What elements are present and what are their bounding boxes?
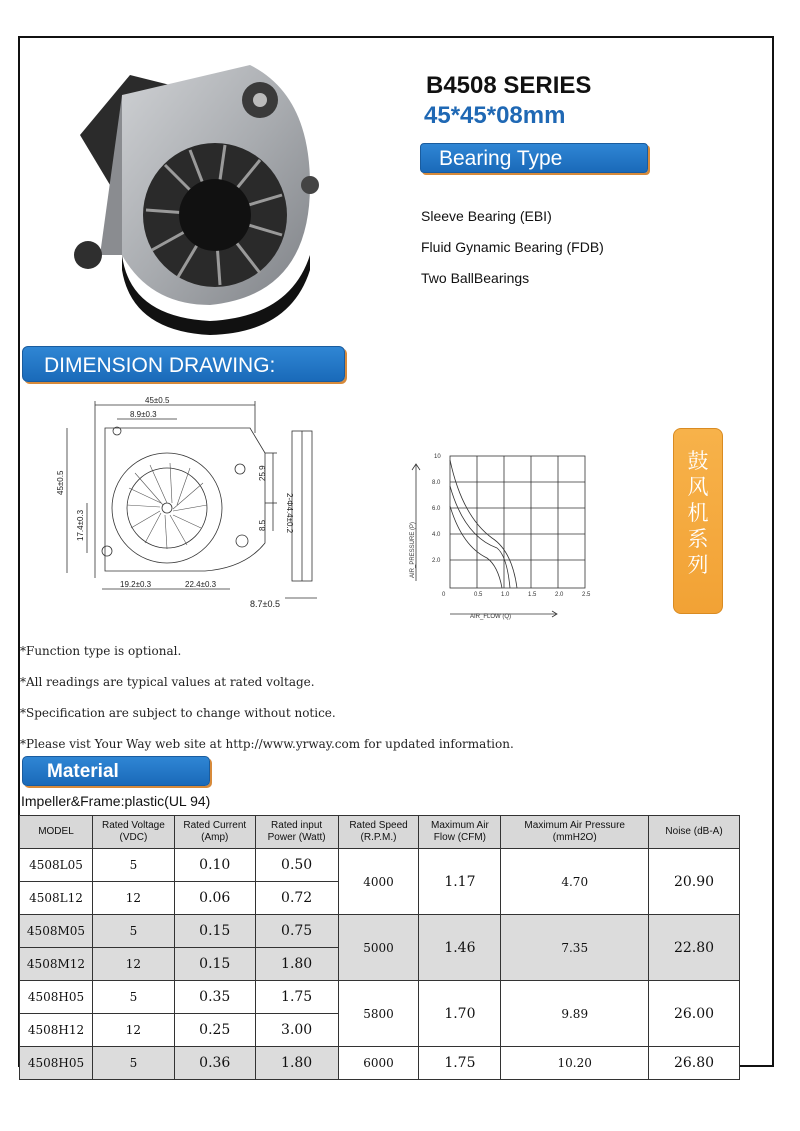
series-chinese-label xyxy=(673,428,723,614)
y-axis-label: AIR_PRESSURE (P) xyxy=(410,521,416,578)
cell-power: 3.00 xyxy=(255,1014,338,1047)
cell-current: 0.25 xyxy=(174,1014,255,1047)
cell-pressure: 4.70 xyxy=(501,849,649,915)
note-item: *Please vist Your Way web site at http://www.yrway.com for updated information. xyxy=(20,737,514,751)
cell-airflow: 1.75 xyxy=(419,1047,501,1080)
fan-product-image xyxy=(60,55,340,340)
y-tick: 10 xyxy=(434,454,441,460)
cell-model: 4508H05 xyxy=(20,1047,93,1080)
dim-width-top: 45±0.5 xyxy=(145,396,170,405)
cell-pressure: 7.35 xyxy=(501,915,649,981)
cell-power: 0.75 xyxy=(255,915,338,948)
table-row xyxy=(20,915,740,948)
cell-current: 0.15 xyxy=(174,948,255,981)
dim-holes: 2-Φ4.4±0.2 xyxy=(285,493,294,534)
material-header: Material xyxy=(22,756,210,786)
note-item: *Function type is optional. xyxy=(20,644,182,658)
cell-speed: 6000 xyxy=(338,1047,419,1080)
dim-thickness: 8.7±0.5 xyxy=(250,599,280,609)
cell-model: 4508H05 xyxy=(20,981,93,1014)
cell-model: 4508M05 xyxy=(20,915,93,948)
dim-outlet: 8.5 xyxy=(258,519,267,531)
dim-bottom-right: 22.4±0.3 xyxy=(185,580,217,589)
col-noise: Noise (dB-A) xyxy=(649,816,740,849)
table-row xyxy=(20,981,740,1014)
bearing-item: Fluid Gynamic Bearing (FDB) xyxy=(421,239,604,255)
table-row xyxy=(20,1047,740,1080)
cell-model: 4508L05 xyxy=(20,849,93,882)
cell-model: 4508L12 xyxy=(20,882,93,915)
cell-voltage: 12 xyxy=(92,1014,174,1047)
performance-curve-chart xyxy=(402,446,602,626)
note-item: *Specification are subject to change without notice. xyxy=(20,706,336,720)
cell-current: 0.06 xyxy=(174,882,255,915)
spec-table xyxy=(19,815,740,1080)
cell-noise: 26.00 xyxy=(649,981,740,1047)
cn-char: 列 xyxy=(687,554,709,577)
table-header-row xyxy=(20,816,740,849)
cell-airflow: 1.17 xyxy=(419,849,501,915)
col-speed: Rated Speed (R.P.M.) xyxy=(338,816,419,849)
cn-char: 系 xyxy=(687,528,709,551)
x-tick: 2.5 xyxy=(582,592,591,598)
bearing-item: Two BallBearings xyxy=(421,270,530,286)
series-title: B4508 SERIES xyxy=(426,72,592,99)
cn-char: 机 xyxy=(687,502,709,525)
cell-current: 0.15 xyxy=(174,915,255,948)
y-tick: 2.0 xyxy=(432,558,441,564)
x-tick: 2.0 xyxy=(555,592,564,598)
cell-model: 4508H12 xyxy=(20,1014,93,1047)
col-pressure: Maximum Air Pressure (mmH2O) xyxy=(501,816,649,849)
y-tick: 6.0 xyxy=(432,506,441,512)
cell-pressure: 9.89 xyxy=(501,981,649,1047)
cell-model: 4508M12 xyxy=(20,948,93,981)
col-current: Rated Current (Amp) xyxy=(174,816,255,849)
cell-power: 0.50 xyxy=(255,849,338,882)
cell-speed: 5800 xyxy=(338,981,419,1047)
x-tick: 1.5 xyxy=(528,592,537,598)
bearing-type-header: Bearing Type xyxy=(420,143,648,173)
x-tick: 1.0 xyxy=(501,592,510,598)
cell-power: 0.72 xyxy=(255,882,338,915)
x-tick: 0.5 xyxy=(474,592,483,598)
cell-speed: 4000 xyxy=(338,849,419,915)
col-power: Rated input Power (Watt) xyxy=(255,816,338,849)
cell-voltage: 12 xyxy=(92,882,174,915)
dimension-drawing xyxy=(45,393,335,613)
cell-power: 1.80 xyxy=(255,948,338,981)
table-row xyxy=(20,849,740,882)
dim-hole-offset: 8.9±0.3 xyxy=(130,410,157,419)
cell-current: 0.35 xyxy=(174,981,255,1014)
bearing-item: Sleeve Bearing (EBI) xyxy=(421,208,552,224)
cn-char: 鼓 xyxy=(687,450,709,473)
cell-voltage: 5 xyxy=(92,849,174,882)
col-voltage: Rated Voltage (VDC) xyxy=(92,816,174,849)
dim-bottom-left: 19.2±0.3 xyxy=(120,580,152,589)
note-item: *All readings are typical values at rated voltage. xyxy=(20,675,315,689)
cell-voltage: 5 xyxy=(92,1047,174,1080)
dimension-drawing-header: DIMENSION DRAWING: xyxy=(22,346,345,382)
cell-current: 0.10 xyxy=(174,849,255,882)
y-tick: 4.0 xyxy=(432,532,441,538)
dim-hole-spacing: 25.9 xyxy=(258,465,267,481)
x-axis-label: AIR_FLOW (Q) xyxy=(470,614,512,620)
cell-airflow: 1.46 xyxy=(419,915,501,981)
cell-voltage: 5 xyxy=(92,981,174,1014)
curve-mid xyxy=(450,486,510,588)
dim-height-left: 45±0.5 xyxy=(56,470,65,495)
cell-noise: 22.80 xyxy=(649,915,740,981)
material-text: Impeller&Frame:plastic(UL 94) xyxy=(21,793,211,809)
cell-current: 0.36 xyxy=(174,1047,255,1080)
notes xyxy=(20,636,514,760)
col-model: MODEL xyxy=(20,816,93,849)
cell-voltage: 5 xyxy=(92,915,174,948)
cell-power: 1.75 xyxy=(255,981,338,1014)
series-size: 45*45*08mm xyxy=(424,102,566,129)
y-tick: 8.0 xyxy=(432,480,441,486)
dim-hole-left: 17.4±0.3 xyxy=(76,509,85,541)
x-tick: 0 xyxy=(442,592,446,598)
bearing-list xyxy=(421,201,604,294)
cell-noise: 26.80 xyxy=(649,1047,740,1080)
cell-pressure: 10.20 xyxy=(501,1047,649,1080)
cell-airflow: 1.70 xyxy=(419,981,501,1047)
cell-voltage: 12 xyxy=(92,948,174,981)
cell-power: 1.80 xyxy=(255,1047,338,1080)
col-airflow: Maximum Air Flow (CFM) xyxy=(419,816,501,849)
cn-char: 风 xyxy=(687,476,709,499)
cell-speed: 5000 xyxy=(338,915,419,981)
cell-noise: 20.90 xyxy=(649,849,740,915)
